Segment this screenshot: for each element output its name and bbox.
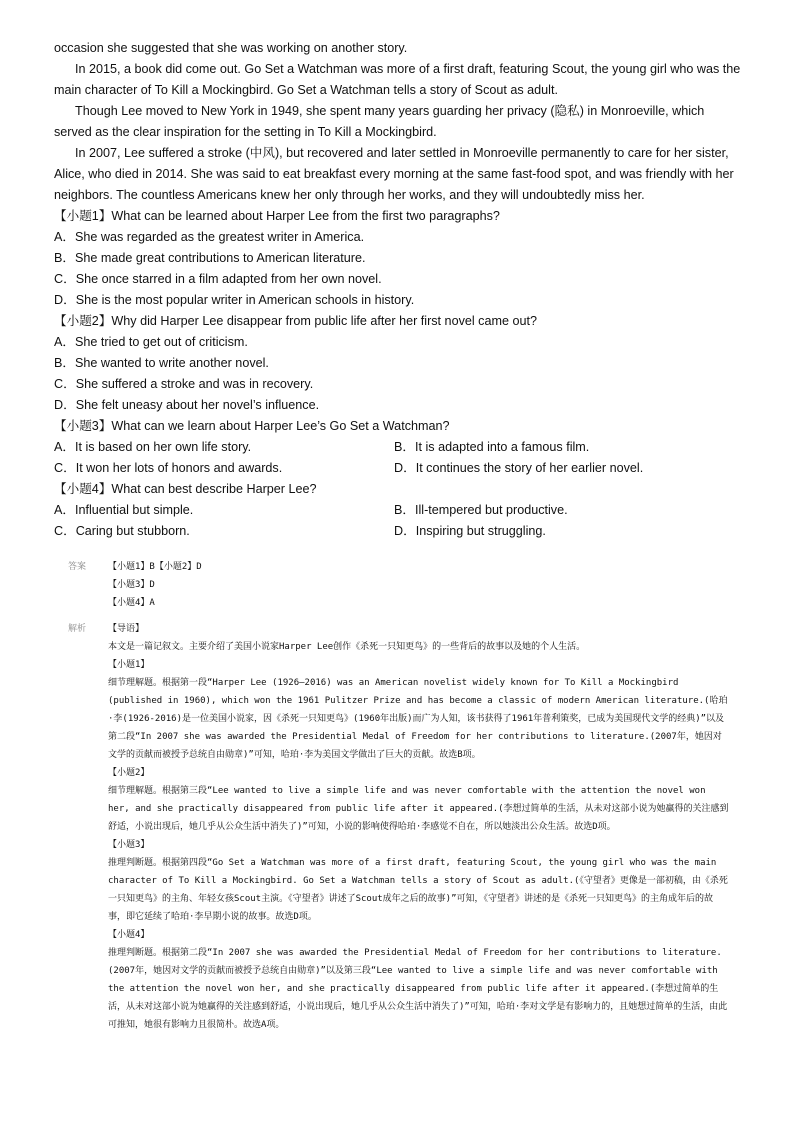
option-b[interactable]: B．It is adapted into a famous film. (394, 440, 590, 454)
question-stem: 【小题2】Why did Harper Lee disappear from public life after her first novel came out? (54, 314, 537, 328)
option-a[interactable]: A．She was regarded as the greatest writer in America. (54, 230, 365, 244)
analysis-text: 细节理解题。根据第一段“Harper Lee (1926—2016) was an American novelist widely known for To Kill a Mockingbird (published in 1960), which won the 1961 Pulitzer Prize and has become a classic of modern American literature.(哈珀·李(1926-2016)是一位美国小说家，因《杀死一只知更鸟》(1960年出版)而广为人知，该书获得了1961年普利策奖，已成为美国现代文学的经典)”以及第二段“In 2007 she was awarded the Presidential Medal of Freedom for her contributions to literature.(2007年，她因对文学的贡献而被授予总统自由勋章)”可知，哈珀·李为美国文学做出了巨大的贡献。故选B项。 (108, 678, 728, 760)
question-2 (54, 311, 744, 416)
option-c[interactable]: C．She suffered a stroke and was in recovery. (54, 377, 314, 391)
option-d[interactable]: D．It continues the story of her earlier novel. (394, 461, 644, 475)
option-c[interactable]: C．Caring but stubborn. (54, 524, 190, 538)
analysis-heading: 【导语】 (108, 624, 145, 634)
analysis-heading: 【小题4】 (108, 930, 150, 940)
passage-paragraph: In 2015, a book did come out. Go Set a Watchman was more of a first draft, featuring Scout, the young girl who was the main character of To Kill a Mockingbird. Go Set a Watchman tells a story of Scout as adult. (54, 62, 741, 97)
option-d[interactable]: D．Inspiring but struggling. (394, 524, 546, 538)
answer-section (68, 558, 728, 612)
analysis-text: 推理判断题。根据第四段“Go Set a Watchman was more of a first draft, featuring Scout, the young girl who was the main character of To Kill a Mockingbird. Go Set a Watchman tells a story of Scout as adult.(《守望者》更像是一部初稿，由《杀死一只知更鸟》的主角、年轻女孩Scout主演。《守望者》讲述了Scout成年之后的故事)”可知，《守望者》讲述的是《杀死一只知更鸟》的主角成年后的故事，即它延续了哈珀·李早期小说的故事。故选D项。 (108, 858, 728, 922)
analysis-text: 细节理解题。根据第三段“Lee wanted to live a simple life and was never comfortable with the attention the novel won her, and she practically disappeared from public life after it appeared.(李想过简单的生活，从未对这部小说为她赢得的关注感到舒适，小说出现后，她几乎从公众生活中消失了)”可知，小说的影响使得哈珀·李感觉不自在，所以她淡出公众生活。故选D项。 (108, 786, 729, 832)
passage-paragraph: In 2007, Lee suffered a stroke (中风), but recovered and later settled in Monroeville permanently to care for her sister, Alice, who died in 2014. She was said to eat breakfast every morning at the same fast-food spot, and was friendly with her neighbors. The countless Americans knew her only through her works, and they will undoubtedly miss her. (54, 146, 734, 202)
option-c[interactable]: C．It won her lots of honors and awards. (54, 461, 283, 475)
option-b[interactable]: B．Ill-tempered but productive. (394, 503, 568, 517)
passage-paragraph: occasion she suggested that she was working on another story. (54, 41, 408, 55)
answer-line: 【小题3】D (108, 580, 155, 590)
analysis-section (68, 620, 730, 1034)
option-c[interactable]: C．She once starred in a film adapted from her own novel. (54, 272, 382, 286)
option-b[interactable]: B．She made great contributions to American literature. (54, 251, 366, 265)
analysis-heading: 【小题3】 (108, 840, 150, 850)
analysis-text: 推理判断题。根据第二段“In 2007 she was awarded the Presidential Medal of Freedom for her contributions to literature.(2007年，她因对文学的贡献而被授予总统自由勋章)”以及第三段“Lee wanted to live a simple life and was never comfortable with the attention the novel won her, and she practically disappeared from public life after it appeared.(李想过简单的生活，从未对这部小说为她赢得的关注感到舒适，小说出现后，她几乎从公众生活中消失了)”可知，哈珀·李对文学是有影响力的，且她想过简单的生活，由此可推知，她很有影响力且很简朴。故选A项。 (108, 948, 728, 1030)
answer-line: 【小题1】B【小题2】D (108, 562, 202, 572)
option-d[interactable]: D．She felt uneasy about her novel’s influence. (54, 398, 320, 412)
option-b[interactable]: B．She wanted to write another novel. (54, 356, 269, 370)
question-1 (54, 206, 744, 311)
passage-paragraph: Though Lee moved to New York in 1949, she spent many years guarding her privacy (隐私) in Monroeville, which served as the clear inspiration for the setting in To Kill a Mockingbird. (54, 104, 705, 139)
option-a[interactable]: A．She tried to get out of criticism. (54, 335, 248, 349)
analysis-text: 本文是一篇记叙文。主要介绍了美国小说家Harper Lee创作《杀死一只知更鸟》的一些背后的故事以及她的个人生活。 (108, 642, 586, 652)
question-stem: 【小题3】What can we learn about Harper Lee’s Go Set a Watchman? (54, 419, 450, 433)
reading-passage (54, 38, 744, 542)
answer-line: 【小题4】A (108, 598, 155, 608)
question-stem: 【小题4】What can best describe Harper Lee? (54, 482, 317, 496)
answer-label: 答案 (68, 562, 87, 572)
option-a[interactable]: A．Influential but simple. (54, 503, 194, 517)
question-4 (54, 479, 744, 542)
analysis-label: 解析 (68, 624, 87, 634)
option-d[interactable]: D．She is the most popular writer in American schools in history. (54, 293, 415, 307)
question-3 (54, 416, 744, 479)
question-stem: 【小题1】What can be learned about Harper Lee from the first two paragraphs? (54, 209, 500, 223)
option-a[interactable]: A．It is based on her own life story. (54, 440, 252, 454)
analysis-heading: 【小题1】 (108, 660, 150, 670)
analysis-heading: 【小题2】 (108, 768, 150, 778)
